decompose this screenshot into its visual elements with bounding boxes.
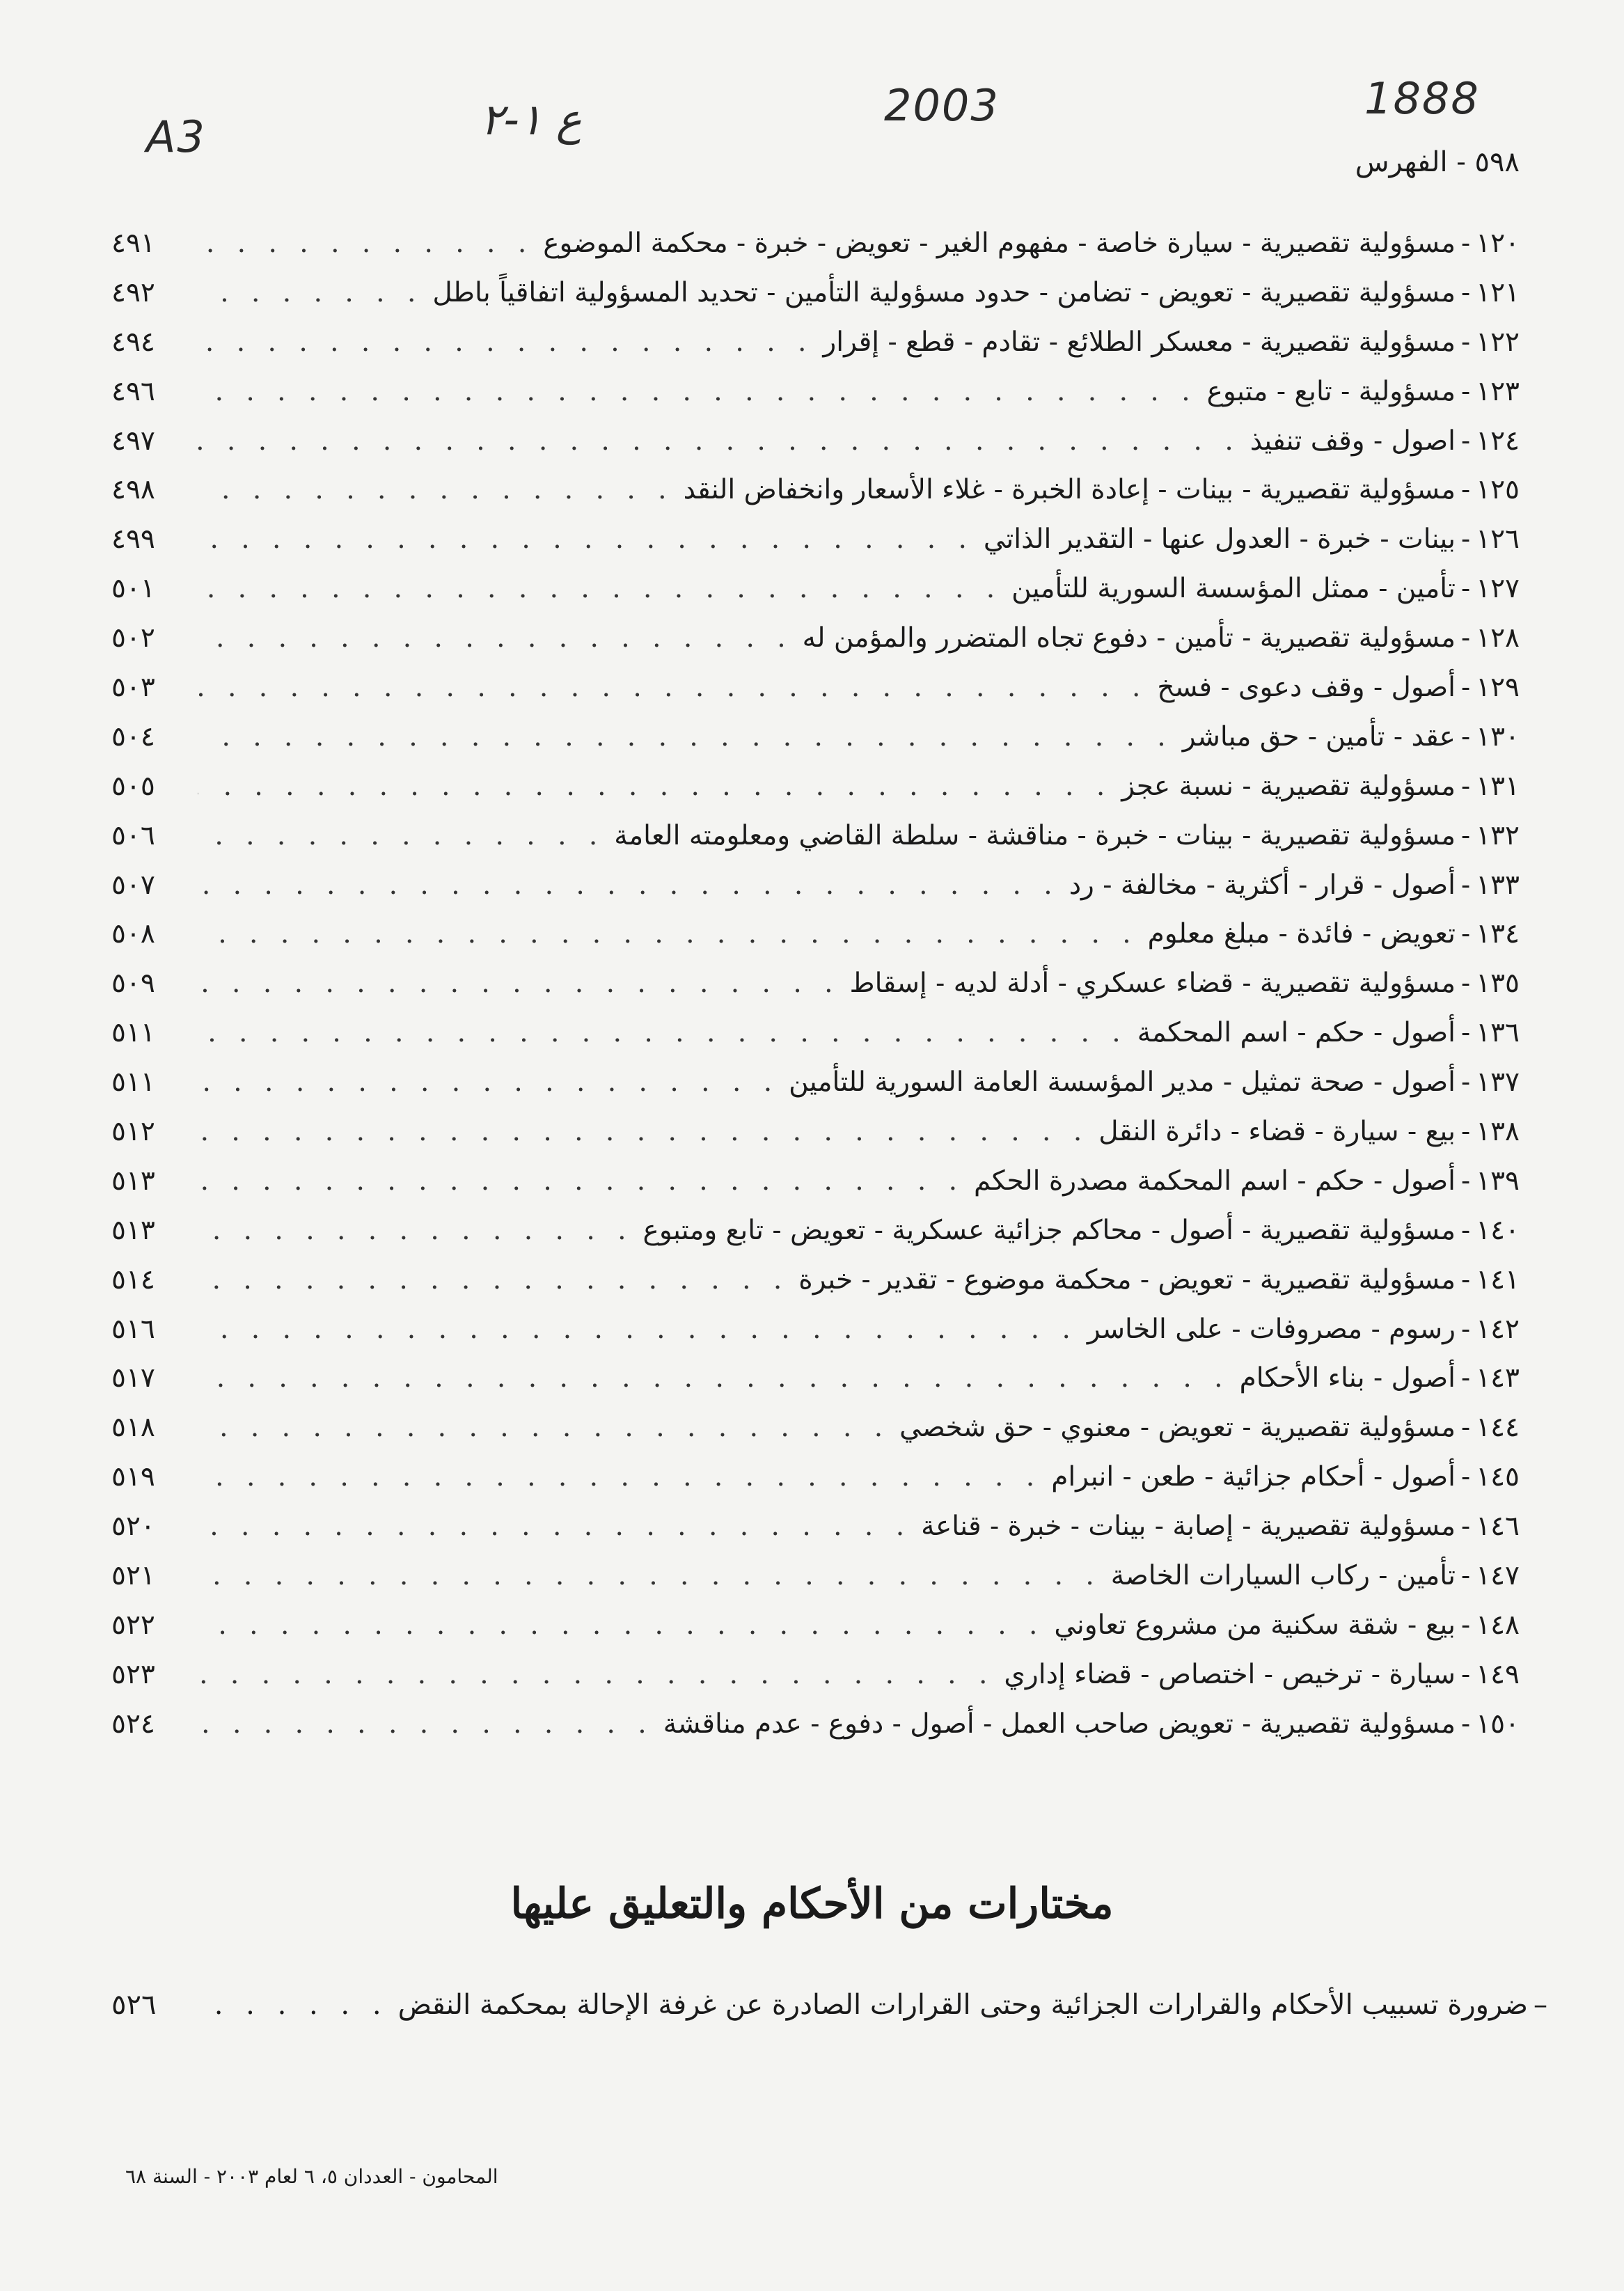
toc-entry — [111, 466, 1520, 515]
leader-dots — [198, 515, 974, 564]
toc-entry — [111, 1651, 1520, 1700]
toc-entry — [111, 713, 1520, 762]
leader-dots — [198, 614, 793, 663]
entry-title: بيع - سيارة - قضاء - دائرة النقل — [1098, 1116, 1456, 1148]
leader-dots — [198, 417, 1240, 466]
leader-dots — [198, 318, 813, 367]
entry-title: مسؤولية تقصيرية - معسكر الطلائع - تقادم - قطع - إقرار — [823, 326, 1456, 358]
toc-entry — [111, 1256, 1520, 1305]
entry-title: مسؤولية تقصيرية - قضاء عسكري - أدلة لديه - إسقاط — [849, 968, 1456, 1000]
entry-page: ٥٠٣ — [111, 672, 155, 704]
entry-page: ٥١١ — [111, 1066, 155, 1099]
entry-dash: – — [1534, 1989, 1547, 2021]
entry-number: ١٣٢ — [1476, 819, 1520, 851]
entry-title: مسؤولية تقصيرية - تعويض - تضامن - حدود مسؤولية التأمين - تحديد المسؤولية اتفاقياً باطل — [432, 276, 1456, 308]
entry-page: ٤٩٧ — [111, 425, 155, 457]
leader-dots — [198, 1256, 789, 1305]
toc-entry — [111, 1502, 1520, 1552]
entry-number: ١٢٤ — [1476, 425, 1520, 457]
toc-entry — [111, 565, 1520, 614]
entry-title: أصول - أحكام جزائية - طعن - انبرام — [1051, 1461, 1456, 1493]
section-heading: مختارات من الأحكام والتعليق عليها — [510, 1880, 1114, 1928]
entry-title: تأمين - ركاب السيارات الخاصة — [1110, 1560, 1456, 1592]
entry-title: مسؤولية تقصيرية - تعويض - معنوي - حق شخصي — [899, 1412, 1456, 1444]
leader-dots — [198, 663, 1147, 712]
entry-page: ٥٠٥ — [111, 770, 155, 802]
entry-number: ١٤٢ — [1476, 1313, 1520, 1345]
entry-title: بينات - خبرة - العدول عنها - التقدير الذاتي — [983, 523, 1456, 556]
entry-title: تعويض - فائدة - مبلغ معلوم — [1147, 918, 1456, 950]
entry-separator: - — [1460, 1362, 1471, 1394]
selection-page: ٥٢٦ — [111, 1989, 157, 2021]
toc-entry — [111, 368, 1520, 417]
entry-page: ٤٩٦ — [111, 375, 155, 407]
leader-dots — [198, 713, 1173, 762]
entry-number: ١٢٣ — [1476, 375, 1520, 407]
toc-entry — [111, 1552, 1520, 1601]
toc-entry — [111, 1206, 1520, 1256]
toc-entry — [111, 1354, 1520, 1403]
leader-dots — [198, 1206, 633, 1255]
entry-number: ١٤٩ — [1476, 1658, 1520, 1690]
entry-number: ١٣٤ — [1476, 918, 1520, 950]
entry-title: مسؤولية تقصيرية - بينات - خبرة - مناقشة - سلطة القاضي ومعلومته العامة — [614, 819, 1456, 851]
toc-entry — [111, 515, 1520, 565]
entry-page: ٥٠٨ — [111, 918, 155, 950]
entry-title: أصول - حكم - اسم المحكمة — [1137, 1017, 1456, 1049]
entry-separator: - — [1460, 1017, 1471, 1049]
leader-dots — [198, 861, 1059, 910]
entry-separator: - — [1460, 1066, 1471, 1099]
toc-entry — [111, 1157, 1520, 1206]
entry-page: ٥٢٤ — [111, 1708, 155, 1740]
entry-separator: - — [1460, 721, 1471, 753]
entry-title: رسوم - مصروفات - على الخاسر — [1087, 1313, 1456, 1345]
entry-title: سيارة - ترخيص - اختصاص - قضاء إداري — [1004, 1658, 1456, 1690]
entry-number: ١٤٤ — [1476, 1412, 1520, 1444]
entry-separator: - — [1460, 672, 1471, 704]
entry-page: ٤٩١ — [111, 228, 155, 259]
toc-entry — [111, 269, 1520, 318]
entry-number: ١٢٢ — [1476, 326, 1520, 358]
toc-entry — [111, 959, 1520, 1009]
toc-entry — [111, 417, 1520, 466]
entry-page: ٤٩٩ — [111, 523, 155, 556]
entry-number: ١٤٣ — [1476, 1362, 1520, 1394]
leader-dots — [198, 1058, 779, 1107]
entry-number: ١٢٥ — [1476, 474, 1520, 506]
entry-page: ٥٠٦ — [111, 819, 155, 851]
toc-entry — [111, 1305, 1520, 1355]
entry-page: ٥١١ — [111, 1017, 155, 1049]
entry-title: مسؤولية - تابع - متبوع — [1206, 375, 1456, 407]
leader-dots — [198, 1552, 1101, 1600]
entry-page: ٥١٤ — [111, 1263, 155, 1296]
entry-separator: - — [1460, 1313, 1471, 1345]
entry-separator: - — [1460, 1560, 1471, 1592]
entry-number: ١٣١ — [1476, 770, 1520, 802]
toc-entry — [111, 614, 1520, 663]
toc-entry — [111, 1009, 1520, 1058]
entry-number: ١٣٩ — [1476, 1165, 1520, 1197]
entry-title: مسؤولية تقصيرية - بينات - إعادة الخبرة - غلاء الأسعار وانخفاض النقد — [683, 474, 1456, 506]
entry-separator: - — [1460, 425, 1471, 457]
leader-dots — [198, 762, 1112, 811]
entry-page: ٥١٣ — [111, 1214, 155, 1246]
toc-entry — [111, 1453, 1520, 1502]
entry-number: ١٣٧ — [1476, 1066, 1520, 1099]
entry-title: تأمين - ممثل المؤسسة السورية للتأمين — [1011, 573, 1456, 605]
selection-entry — [111, 1981, 1547, 2029]
entry-title: أصول - بناء الأحكام — [1239, 1362, 1456, 1394]
entry-page: ٥١٦ — [111, 1313, 155, 1345]
entry-page: ٥٢١ — [111, 1560, 155, 1592]
entry-separator: - — [1460, 770, 1471, 802]
entry-page: ٤٩٨ — [111, 474, 155, 506]
leader-dots — [198, 1502, 911, 1551]
entry-number: ١٢٦ — [1476, 523, 1520, 556]
entry-page: ٤٩٢ — [111, 276, 155, 308]
toc-entry — [111, 1601, 1520, 1651]
leader-dots — [198, 1108, 1089, 1156]
entry-separator: - — [1460, 375, 1471, 407]
leader-dots — [198, 1305, 1078, 1354]
leader-dots — [198, 910, 1138, 959]
entry-number: ١٢٠ — [1476, 228, 1520, 259]
toc-entry — [111, 1108, 1520, 1157]
entry-title: بيع - شقة سكنية من مشروع تعاوني — [1054, 1609, 1456, 1641]
entry-separator: - — [1460, 968, 1471, 1000]
entry-separator: - — [1460, 1609, 1471, 1641]
entry-title: اصول - وقف تنفيذ — [1249, 425, 1456, 457]
entry-separator: - — [1460, 474, 1471, 506]
entry-separator: - — [1460, 1412, 1471, 1444]
toc-entry — [111, 762, 1520, 812]
entry-number: ١٣٠ — [1476, 721, 1520, 753]
entry-separator: - — [1460, 228, 1471, 259]
entry-number: ١٢٨ — [1476, 622, 1520, 654]
entry-page: ٥١٣ — [111, 1165, 155, 1197]
entry-separator: - — [1460, 918, 1471, 950]
entry-number: ١٤١ — [1476, 1263, 1520, 1296]
page-header: ٥٩٨ - الفهرس — [1355, 146, 1520, 178]
leader-dots — [198, 1403, 890, 1452]
entry-title: مسؤولية تقصيرية - تأمين - دفوع تجاه المتضرر والمؤمن له — [802, 622, 1456, 654]
entry-number: ١٤٠ — [1476, 1214, 1520, 1246]
entry-separator: - — [1460, 869, 1471, 901]
toc-entry — [111, 663, 1520, 713]
entry-separator: - — [1460, 523, 1471, 556]
entry-page: ٥٢٢ — [111, 1609, 155, 1641]
entry-page: ٤٩٤ — [111, 326, 155, 358]
entry-title: مسؤولية تقصيرية - نسبة عجز — [1121, 770, 1456, 802]
page-footer: المحامون - العددان ٥، ٦ لعام ٢٠٠٣ - السنة ٦٨ — [125, 2165, 498, 2188]
handwritten-year: 2003 — [884, 80, 1000, 131]
leader-dots — [198, 1981, 388, 2029]
table-of-contents — [111, 219, 1520, 1749]
entry-number: ١٣٥ — [1476, 968, 1520, 1000]
entry-separator: - — [1460, 276, 1471, 308]
entry-title: مسؤولية تقصيرية - تعويض صاحب العمل - أصول - دفوع - عدم مناقشة — [663, 1708, 1456, 1740]
leader-dots — [198, 1009, 1128, 1057]
entry-page: ٥٠٧ — [111, 869, 155, 901]
entry-title: أصول - وقف دعوى - فسخ — [1157, 672, 1456, 704]
entry-page: ٥١٩ — [111, 1461, 155, 1493]
leader-dots — [198, 466, 674, 514]
entry-separator: - — [1460, 1116, 1471, 1148]
toc-entry — [111, 219, 1520, 269]
entry-page: ٥١٢ — [111, 1116, 155, 1148]
entry-page: ٥٢٣ — [111, 1658, 155, 1690]
entry-separator: - — [1460, 622, 1471, 654]
selection-title: ضرورة تسبيب الأحكام والقرارات الجزائية وحتى القرارات الصادرة عن غرفة الإحالة بمحكمة النقض — [397, 1989, 1528, 2021]
entry-separator: - — [1460, 1214, 1471, 1246]
entry-page: ٥١٨ — [111, 1412, 155, 1444]
entry-number: ١٤٦ — [1476, 1511, 1520, 1543]
entry-separator: - — [1460, 1461, 1471, 1493]
leader-dots — [198, 1700, 654, 1749]
leader-dots — [198, 565, 1002, 613]
handwritten-mark: ع ١-٢ — [480, 94, 582, 145]
leader-dots — [198, 1354, 1230, 1403]
entry-title: عقد - تأمين - حق مباشر — [1182, 721, 1456, 753]
toc-entry — [111, 861, 1520, 911]
leader-dots — [198, 1453, 1041, 1502]
entry-page: ٥١٧ — [111, 1362, 155, 1394]
leader-dots — [198, 959, 840, 1008]
toc-entry — [111, 910, 1520, 959]
entry-page: ٥٠٢ — [111, 622, 155, 654]
handwritten-number: 1888 — [1364, 73, 1480, 124]
leader-dots — [198, 812, 604, 860]
entry-title: أصول - صحة تمثيل - مدير المؤسسة العامة السورية للتأمين — [789, 1066, 1456, 1099]
entry-separator: - — [1460, 1658, 1471, 1690]
entry-title: أصول - حكم - اسم المحكمة مصدرة الحكم — [974, 1165, 1456, 1197]
leader-dots — [198, 1651, 994, 1699]
entry-separator: - — [1460, 1263, 1471, 1296]
toc-entry — [111, 1058, 1520, 1108]
entry-number: ١٢٧ — [1476, 573, 1520, 605]
entry-page: ٥٠٩ — [111, 968, 155, 1000]
entry-number: ١٣٨ — [1476, 1116, 1520, 1148]
entry-title: مسؤولية تقصيرية - إصابة - بينات - خبرة - قناعة — [921, 1511, 1456, 1543]
toc-entry — [111, 812, 1520, 861]
entry-page: ٥٠١ — [111, 573, 155, 605]
entry-separator: - — [1460, 326, 1471, 358]
entry-title: مسؤولية تقصيرية - أصول - محاكم جزائية عسكرية - تعويض - تابع ومتبوع — [642, 1214, 1456, 1246]
toc-entry — [111, 1700, 1520, 1749]
entry-title: مسؤولية تقصيرية - سيارة خاصة - مفهوم الغير - تعويض - خبرة - محكمة الموضوع — [543, 228, 1456, 259]
entry-page: ٥٠٤ — [111, 721, 155, 753]
leader-dots — [198, 1601, 1044, 1650]
leader-dots — [198, 219, 533, 268]
entry-page: ٥٢٠ — [111, 1511, 155, 1543]
entry-number: ١٤٧ — [1476, 1560, 1520, 1592]
entry-separator: - — [1460, 819, 1471, 851]
toc-entry — [111, 1403, 1520, 1453]
entry-number: ١٤٥ — [1476, 1461, 1520, 1493]
entry-number: ١٥٠ — [1476, 1708, 1520, 1740]
entry-title: أصول - قرار - أكثرية - مخالفة - رد — [1069, 869, 1456, 901]
entry-number: ١٢١ — [1476, 276, 1520, 308]
leader-dots — [198, 269, 423, 317]
entry-number: ١٣٣ — [1476, 869, 1520, 901]
entry-title: مسؤولية تقصيرية - تعويض - محكمة موضوع - تقدير - خبرة — [798, 1263, 1456, 1296]
leader-dots — [198, 368, 1197, 416]
entry-number: ١٣٦ — [1476, 1017, 1520, 1049]
entry-number: ١٤٨ — [1476, 1609, 1520, 1641]
leader-dots — [198, 1157, 964, 1206]
entry-separator: - — [1460, 1708, 1471, 1740]
entry-separator: - — [1460, 573, 1471, 605]
handwritten-code: A3 — [146, 111, 206, 162]
entry-separator: - — [1460, 1511, 1471, 1543]
entry-separator: - — [1460, 1165, 1471, 1197]
toc-entry — [111, 318, 1520, 368]
entry-number: ١٢٩ — [1476, 672, 1520, 704]
